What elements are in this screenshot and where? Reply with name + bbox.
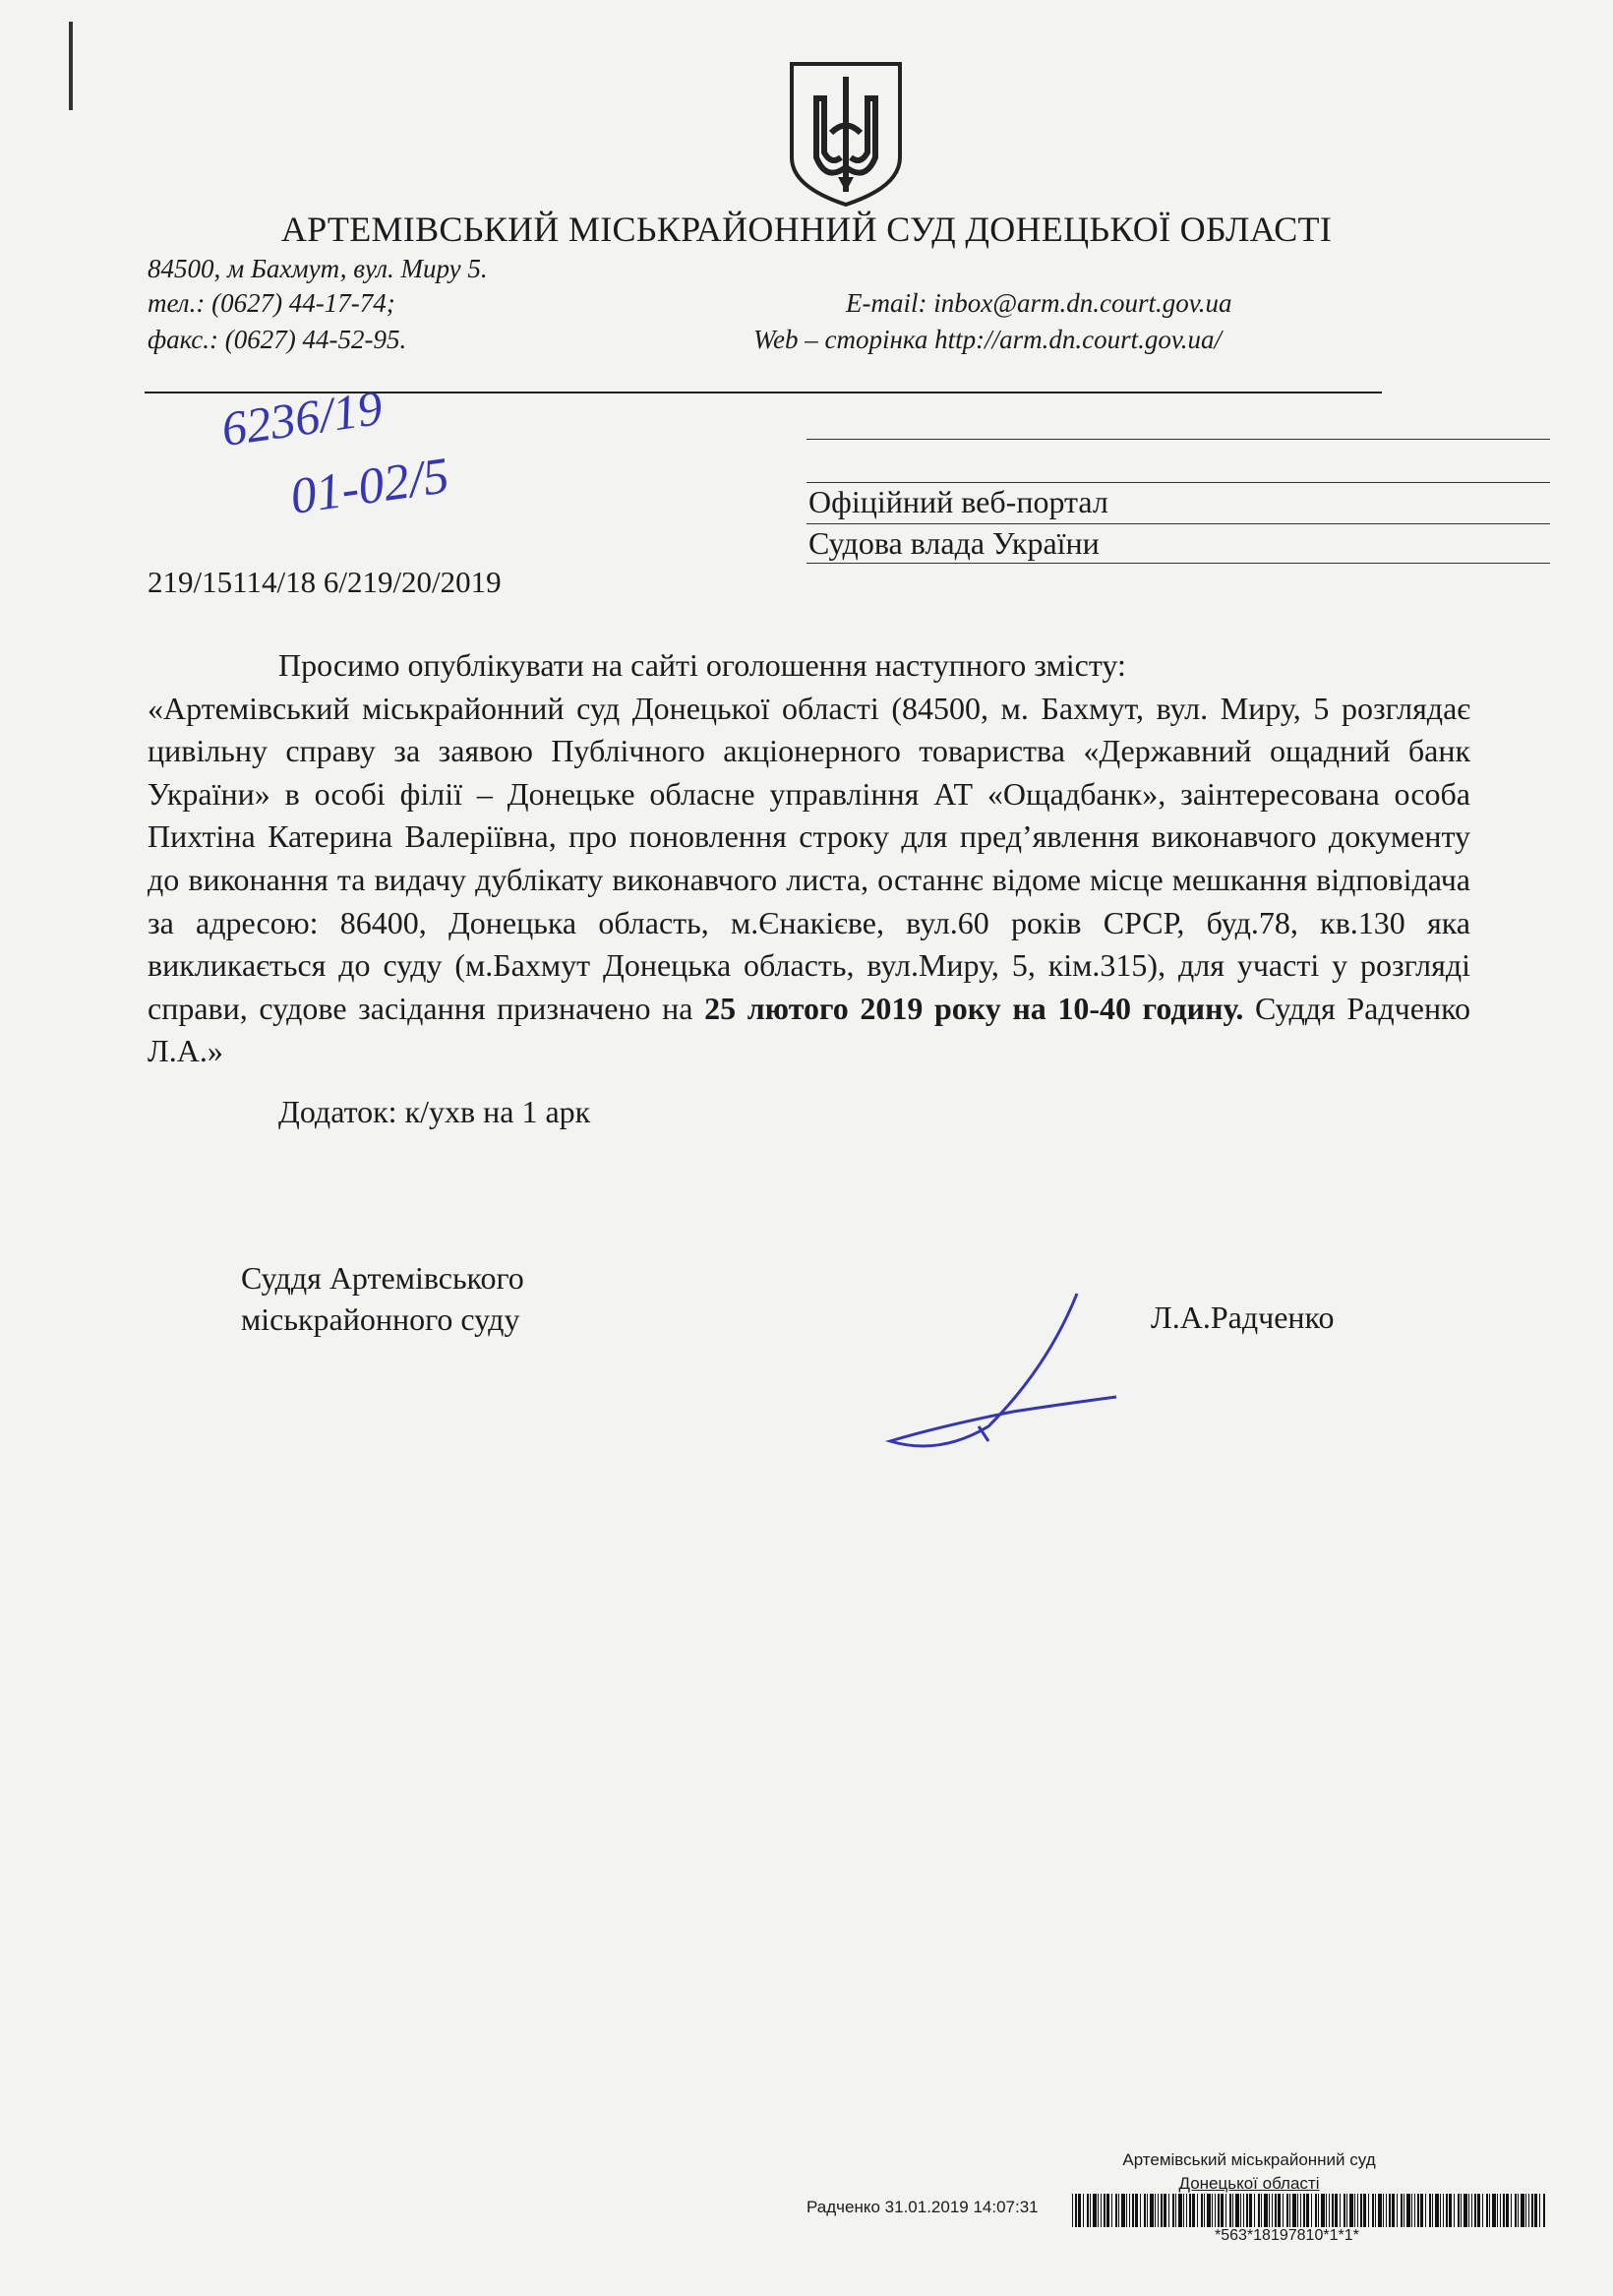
signatory-name: Л.А.Радченко (1151, 1299, 1335, 1335)
registration-timestamp: Радченко 31.01.2019 14:07:31 (806, 2198, 1039, 2216)
handwritten-reg-number-2: 01-02/5 (286, 448, 452, 525)
stamp-court-line1: Артемівський міськрайонний суд (1122, 2150, 1376, 2169)
addressee-line (806, 563, 1550, 564)
letter-intro: Просимо опублікувати на сайті оголошення наступного змісту: (278, 647, 1126, 683)
stamp-court-line2: Донецької області (1178, 2174, 1320, 2193)
court-name: АРТЕМІВСЬКИЙ МІСЬКРАЙОННИЙ СУД ДОНЕЦЬКОЇ ОБЛАСТІ (280, 210, 1333, 249)
addressee-line1: Офіційний веб-портал (808, 484, 1108, 519)
case-numbers: 219/15114/18 6/219/20/2019 (148, 565, 502, 599)
court-email: E-mail: inbox@arm.dn.court.gov.ua (846, 288, 1232, 318)
barcode-icon (1072, 2194, 1549, 2227)
court-website: Web – сторінка http://arm.dn.court.gov.ua/ (753, 325, 1223, 354)
court-phone: тел.: (0627) 44-17-74; (148, 288, 395, 318)
court-fax: факс.: (0627) 44-52-95. (148, 325, 407, 354)
handwritten-reg-number: 6236/19 (217, 379, 387, 457)
letter-body (148, 644, 1470, 1073)
coat-of-arms-icon (787, 59, 905, 207)
signatory-position-line2: міськрайонного суду (241, 1301, 520, 1337)
signatory-position-line1: Суддя Артемівського (241, 1260, 524, 1296)
announcement-part2: Суддя Радченко Л.А.» (148, 990, 1471, 1069)
barcode-text: *563*18197810*1*1* (1215, 2227, 1359, 2244)
registration-stamp-court (1052, 2148, 1446, 2196)
hearing-date: 25 лютого 2019 року на 10-40 годину. (704, 990, 1244, 1026)
attachment-note: Додаток: к/ухв на 1 арк (278, 1094, 591, 1129)
handwritten-signature (880, 1289, 1126, 1456)
signatory-position (241, 1257, 524, 1340)
addressee-line (806, 439, 1550, 440)
announcement-part1: «Артемівський міськрайонний суд Донецької області (84500, м. Бахмут, вул. Миру, 5 розглядає цивільну справу за заявою Публічного акціонерного товариства «Державний ощадний банк України» в особі філії – Донецьке обласне управління АТ «Ощадбанк», заінтересована особа Пихтіна Катерина Валеріївна, про поновлення строку для пред’явлення виконавчого документу до виконання та видачу дублікату виконавчого листа, останнє відоме місце мешкання відповідача за адресою: 86400, Донецька область, м.Єнакієве, вул.60 років СРСР, буд.78, кв.130 яка викликається до суду (м.Бахмут Донецька область, вул.Миру, 5, кім.315), для участі у розгляді справи, судове засідання призначено на (148, 690, 1470, 1026)
addressee-line (806, 482, 1550, 483)
announcement-text (148, 688, 1470, 1073)
addressee-line (806, 523, 1550, 524)
court-address: 84500, м Бахмут, вул. Миру 5. (148, 254, 488, 283)
page-edge-mark (69, 22, 73, 110)
addressee-line2: Судова влада України (808, 525, 1100, 561)
